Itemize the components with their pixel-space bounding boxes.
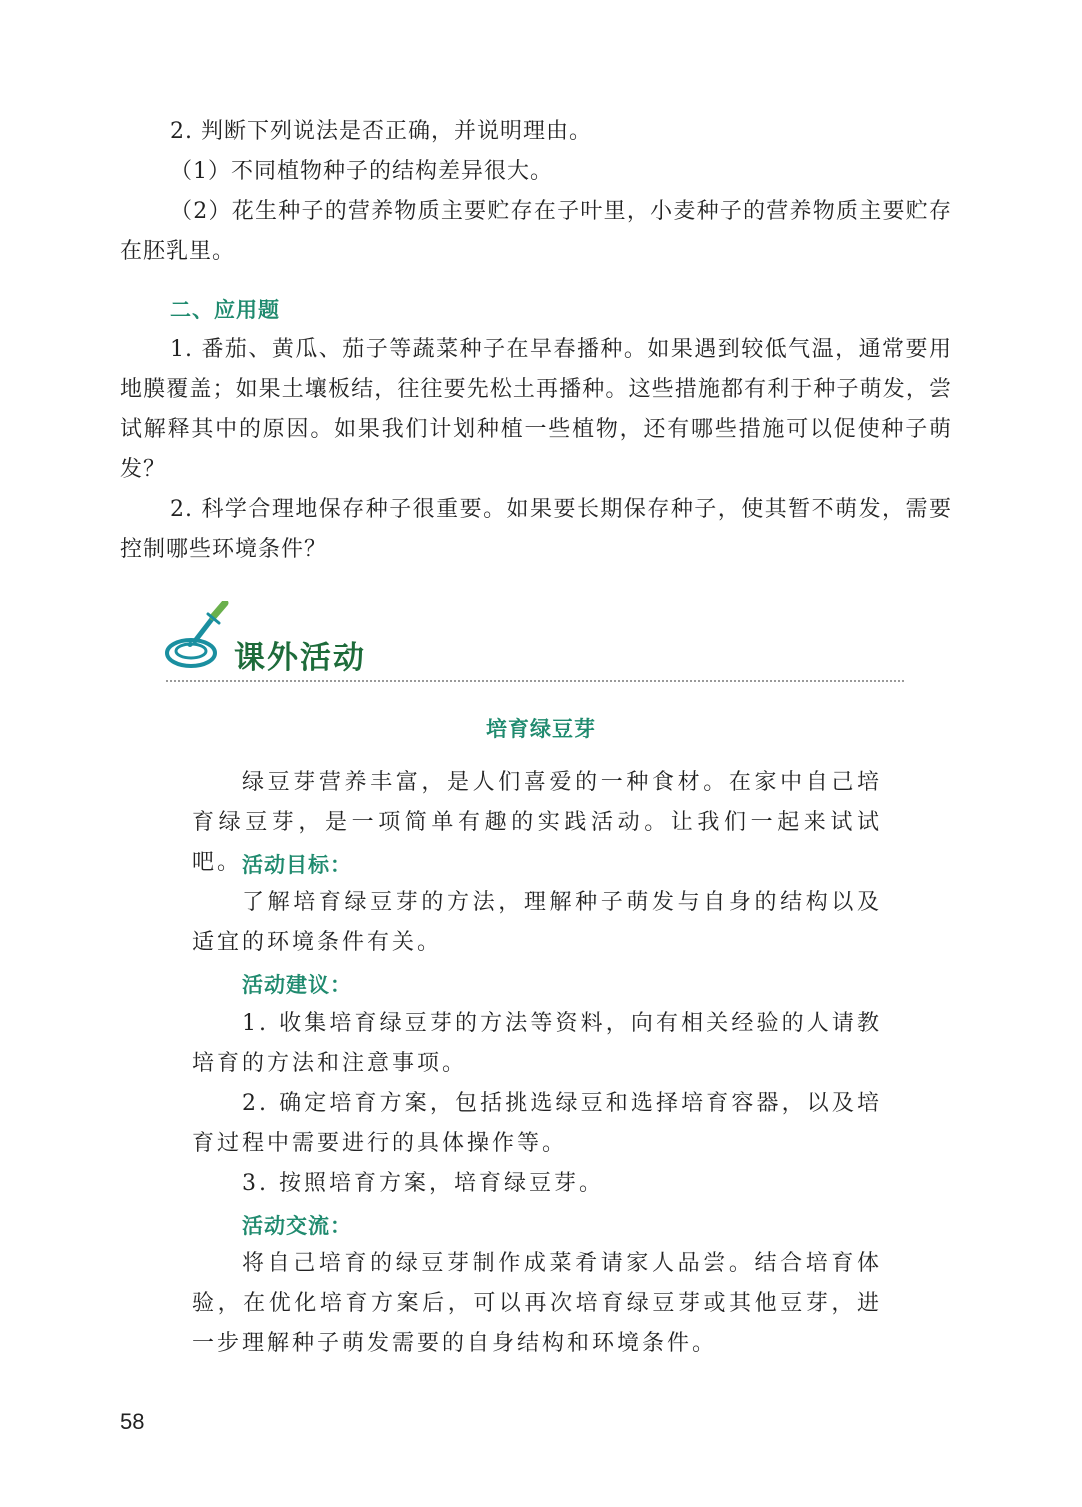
application-heading: 二、应用题 bbox=[170, 298, 280, 322]
suggestion-heading: 活动建议： bbox=[242, 973, 352, 997]
exchange-text: 将自己培育的绿豆芽制作成菜肴请家人品尝。结合培育体验，在优化培育方案后，可以再次培育绿豆芽或其他豆芽，进一步理解种子萌发需要的自身结构和环境条件。 bbox=[192, 1251, 882, 1356]
section-title: 课外活动 bbox=[234, 640, 366, 676]
activity-intro: 绿豆芽营养丰富，是人们喜爱的一种食材。在家中自己培育绿豆芽，是一项简单有趣的实践活动。让我们一起来试试吧。 bbox=[192, 770, 882, 875]
exercise-2-intro: 2. 判断下列说法是否正确，并说明理由。 bbox=[170, 119, 592, 144]
exchange-heading: 活动交流： bbox=[242, 1214, 352, 1238]
section-divider bbox=[166, 680, 904, 682]
exercise-2-item-2: （2）花生种子的营养物质主要贮存在子叶里，小麦种子的营养物质主要贮存在胚乳里。 bbox=[120, 199, 952, 264]
page-number: 58 bbox=[120, 1409, 145, 1434]
activity-title: 培育绿豆芽 bbox=[486, 717, 596, 741]
exercise-2-item-1: （1）不同植物种子的结构差异很大。 bbox=[170, 159, 553, 184]
suggestion-3: 3. 按照培育方案，培育绿豆芽。 bbox=[242, 1171, 604, 1196]
application-question-1: 1. 番茄、黄瓜、茄子等蔬菜种子在早春播种。如果遇到较低气温，通常要用地膜覆盖；如果土壤板结，往往要先松土再播种。这些措施都有利于种子萌发，尝试解释其中的原因。如果我们计划种植一些植物，还有哪些措施可以促使种子萌发？ bbox=[120, 337, 952, 482]
goal-heading: 活动目标： bbox=[242, 853, 352, 877]
application-question-2: 2. 科学合理地保存种子很重要。如果要长期保存种子，使其暂不萌发，需要控制哪些环境条件？ bbox=[120, 497, 952, 562]
suggestion-2: 2. 确定培育方案，包括挑选绿豆和选择培育容器，以及培育过程中需要进行的具体操作等。 bbox=[192, 1091, 882, 1156]
goal-text: 了解培育绿豆芽的方法，理解种子萌发与自身的结构以及适宜的环境条件有关。 bbox=[192, 890, 882, 955]
suggestion-1: 1. 收集培育绿豆芽的方法等资料，向有相关经验的人请教培育的方法和注意事项。 bbox=[192, 1011, 882, 1076]
petri-dish-dropper-icon bbox=[163, 601, 233, 671]
